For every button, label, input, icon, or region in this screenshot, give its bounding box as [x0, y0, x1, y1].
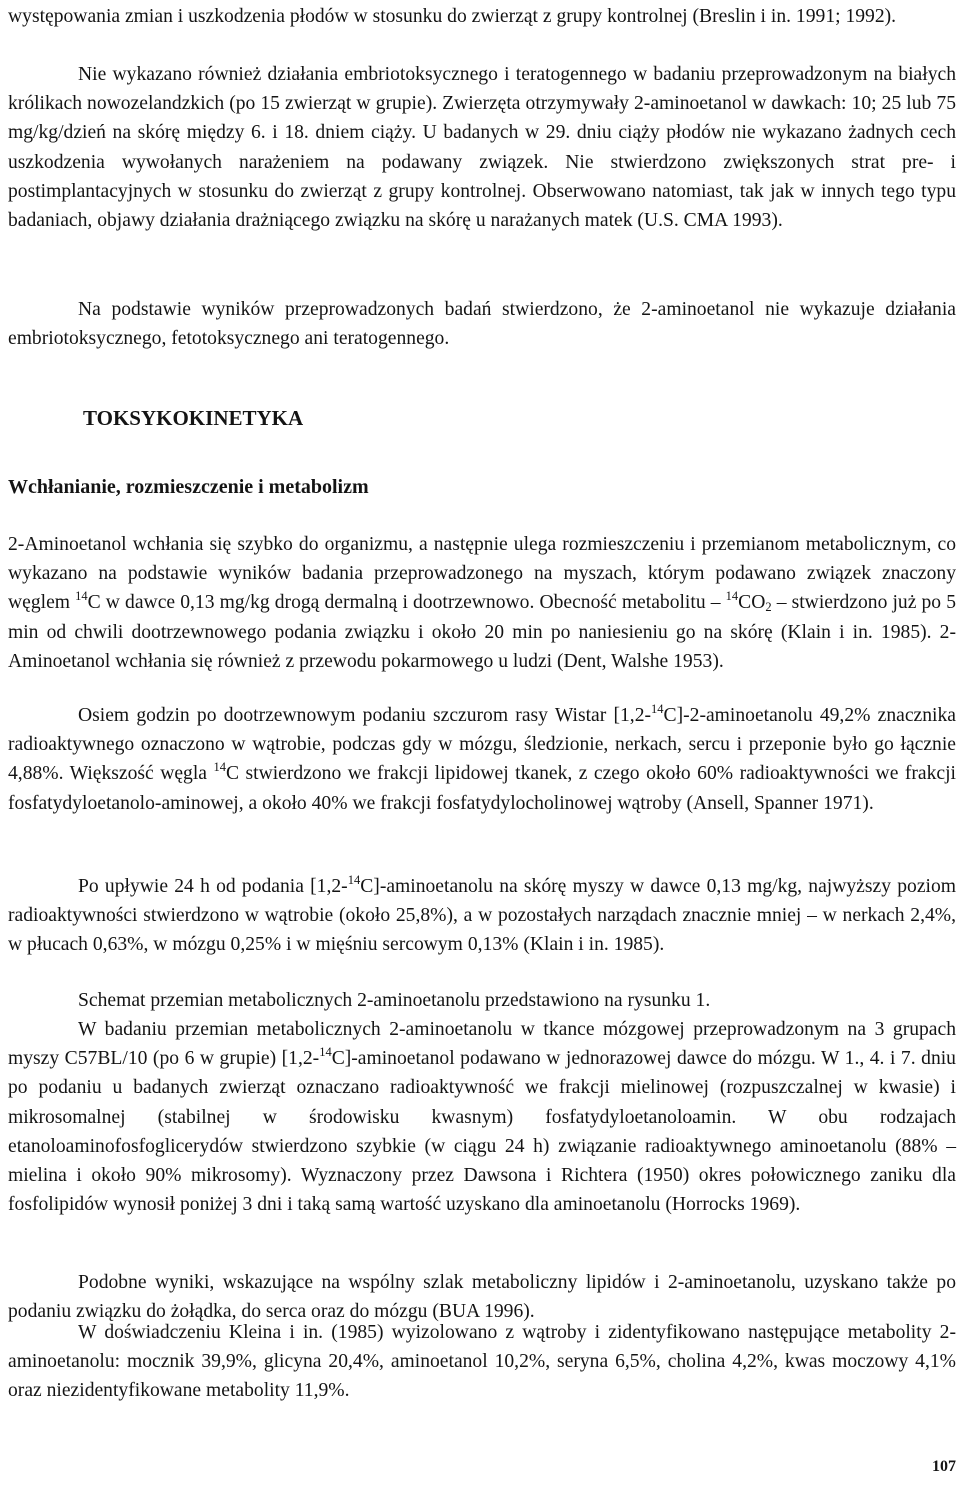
- paragraph-rat-distribution: Osiem godzin po dootrzewnowym podaniu szczurom rasy Wistar [1,2-$^{14}$C]-2-aminoetanolu 49,2% znacznika radioaktywnego oznaczono w wątrobie, podczas gdy w mózgu, śledzionie, nerkach, sercu i przeponie było go łącznie 4,88%. Większość węgla $^{14}$C stwierdzono we frakcji lipidowej tkanek, z czego około 60% radioaktywności we frakcji fosfatydyloetanolo-aminowej, a około 40% we frakcji fosfatydylocholinowej wątroby (Ansell, Spanner 1971).: [8, 702, 956, 814]
- paragraph-absorption: 2-Aminoetanol wchłania się szybko do organizmu, a następnie ulega rozmieszczeniu i przemianom metabolicznym, co wykazano na podstawie wyników badania przeprowadzonego na myszach, którym podawano związek znaczony węglem $^{14}$C w dawce 0,13 mg/kg drogą dermalną i dootrzewnowo. Obecność metabolitu – $^{14}CO_2$ – stwierdzono już po 5 min od chwili dootrzewnowego podania związku i około 20 min po naniesieniu go na skórę (Klain i in. 1985). 2-Aminoetanol wchłania się również z przewodu pokarmowego u ludzi (Dent, Walshe 1953).: [8, 534, 957, 672]
- paragraph-similar-results: Podobne wyniki, wskazujące na wspólny szlak metaboliczny lipidów i 2-aminoetanolu, uzyskano także po podaniu związku do żołądka, do serca oraz do mózgu (BUA 1996).: [8, 1272, 956, 1323]
- paragraph-conclusion: Na podstawie wyników przeprowadzonych badań stwierdzono, że 2-aminoetanol nie wykazuje działania embriotoksycznego, fetotoksycznego ani teratogennego.: [8, 299, 956, 350]
- section-title: TOKSYKOKINETYKA: [83, 406, 304, 430]
- page-number: 107: [932, 1458, 956, 1475]
- paragraph-metabolites: W doświadczeniu Kleina i in. (1985) wyizolowano z wątroby i zidentyfikowano następujące metabolity 2-aminoetanolu: mocznik 39,9%, glicyna 20,4%, aminoetanol 10,2%, seryna 6,5%, cholina 4,2%, kwas moczowy 4,1% oraz niezidentyfikowane metabolity 11,9%.: [8, 1322, 956, 1402]
- subsection-title: Wchłanianie, rozmieszczenie i metabolizm: [8, 476, 369, 498]
- paragraph-mouse-skin: Po upływie 24 h od podania [1,2-$^{14}$C]-aminoetanolu na skórę myszy w dawce 0,13 mg/kg, najwyższy poziom radioaktywności stwierdzono w wątrobie (około 25,8%), a w pozostałych narządach znacznie mniej – w nerkach 2,4%, w płucach 0,63%, w mózgu 0,25% i w mięśniu sercowym 0,13% (Klain i in. 1985).: [8, 873, 956, 956]
- paragraph-continuation: występowania zmian i uszkodzenia płodów w stosunku do zwierząt z grupy kontrolnej (Breslin i in. 1991; 1992).: [8, 6, 897, 27]
- paragraph-rabbit-study: Nie wykazano również działania embriotoksycznego i teratogennego w badaniu przeprowadzonym na białych królikach nowozelandzkich (po 15 zwierząt w grupie). Zwierzęta otrzymywały 2-aminoetanol w dawkach: 10; 25 lub 75 mg/kg/dzień na skórę między 6. i 18. dniem ciąży. U badanych w 29. dniu ciąży płodów nie wykazano żadnych cech uszkodzenia wywołanych narażeniem na podawany związek. Nie stwierdzono zwiększonych strat pre- i postimplantacyjnych w stosunku do zwierząt z grupy kontrolnej. Obserwowano natomiast, tak jak w innych tego typu badaniach, objawy działania drażniącego związku na skórę u narażanych matek (U.S. CMA 1993).: [8, 64, 956, 232]
- paragraph-scheme-reference: Schemat przemian metabolicznych 2-aminoetanolu przedstawiono na rysunku 1.: [78, 990, 711, 1011]
- paragraph-brain-study: W badaniu przemian metabolicznych 2-aminoetanolu w tkance mózgowej przeprowadzonym na 3 grupach myszy C57BL/10 (po 6 w grupie) [1,2-$^{14}$C]-aminoetanol podawano w jednorazowej dawce do mózgu. W 1., 4. i 7. dniu po podaniu u badanych zwierząt oznaczano radioaktywność we frakcji mielinowej (rozpuszczalnej w kwasie) i mikrosomalnej (stabilnej w środowisku kwasnym) fosfatydyloetanoloamin. W obu rodzajach etanoloaminofosfoglicerydów stwierdzono szybkie (w ciągu 24 h) związanie radioaktywnego aminoetanolu (88% – mielina i około 90% mikrosomy). Wyznaczony przez Dawsona i Richtera (1950) okres połowicznego zaniku dla fosfolipidów wynosił poniżej 3 dni i taką samą wartość uzyskano dla aminoetanolu (Horrocks 1969).: [8, 1019, 956, 1216]
